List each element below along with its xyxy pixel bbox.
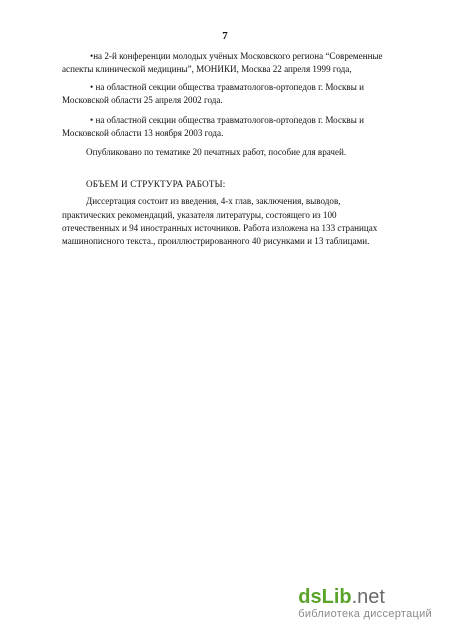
bullet-item-1 <box>62 50 419 77</box>
dslib-logo <box>298 586 432 608</box>
dslib-watermark <box>298 586 432 620</box>
body-line-2: практических рекомендаций, указателя литературы, состоящего из 100 <box>62 209 337 220</box>
watermark-subtitle: библиотека диссертаций <box>298 608 432 620</box>
bullet-item-3 <box>62 114 419 141</box>
body-line-3: отечественных и 94 иностранных источников. Работа изложена на 133 страницах <box>62 223 378 234</box>
section-body <box>62 195 419 249</box>
body-line-4: машинописного текста., проиллюстрированного 40 рисунками и 13 таблицами. <box>62 236 370 247</box>
bullet-3-line-1: на областной секции общества травматологов-ортопедов г. Москвы и <box>95 114 364 125</box>
bullet-marker: • <box>90 51 94 61</box>
bullet-2-line-2: Московской области 25 апреля 2002 года. <box>62 95 223 106</box>
bullet-1-line-1: на 2-й конференции молодых учёных Московского региона “Современные <box>93 51 383 61</box>
logo-tld: .net <box>351 586 385 608</box>
document-body <box>62 50 419 249</box>
bullet-item-2 <box>62 81 419 108</box>
published-note: Опубликовано по тематике 20 печатных работ, пособие для врачей. <box>86 147 347 158</box>
page-number: 7 <box>222 30 228 42</box>
bullet-marker: • <box>90 114 94 125</box>
logo-main: dsLib <box>298 586 352 608</box>
bullet-marker: • <box>90 81 94 92</box>
section-heading: ОБЪЕМ И СТРУКТУРА РАБОТЫ: <box>86 178 226 189</box>
bullet-2-line-1: на областной секции общества травматологов-ортопедов г. Москвы и <box>95 81 364 92</box>
bullet-1-line-2: аспекты клинической медицины”, МОНИКИ, Москва 22 апреля 1999 года, <box>62 64 352 75</box>
body-line-1: Диссертация состоит из введения, 4-х глав, заключения, выводов, <box>86 196 341 207</box>
bullet-3-line-2: Московской области 13 ноября 2003 года. <box>62 128 224 139</box>
